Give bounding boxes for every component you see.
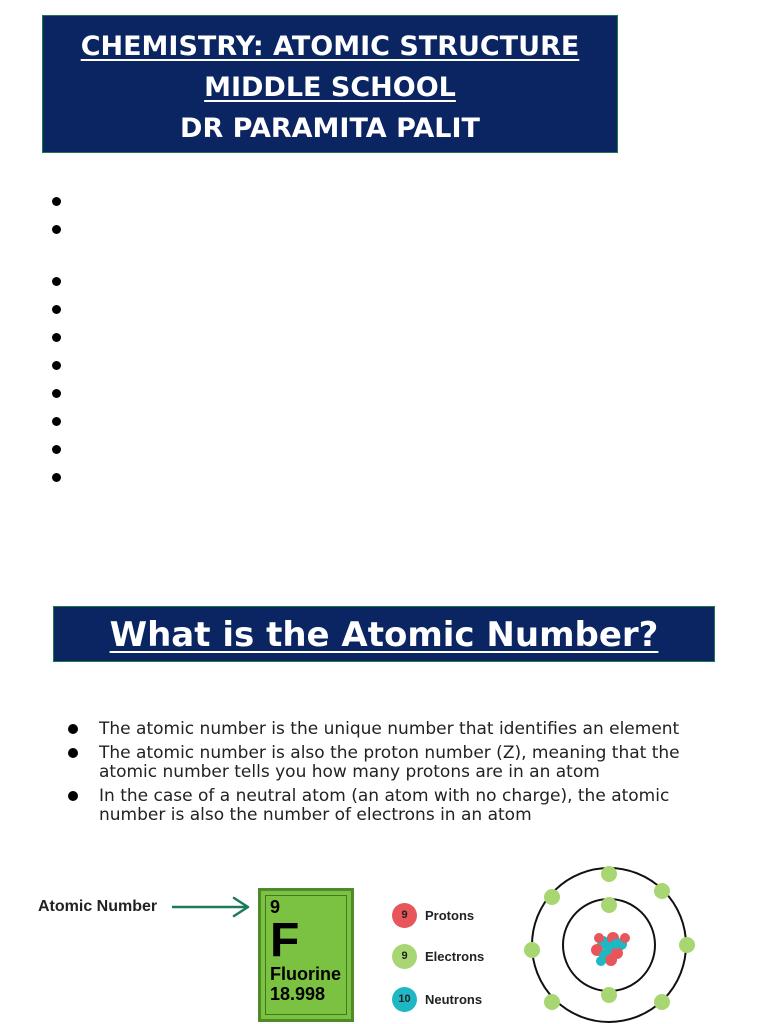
- element-number: 9: [270, 897, 281, 917]
- bullet-dot: [68, 724, 78, 734]
- element-tile: [258, 888, 354, 1022]
- course-level: MIDDLE SCHOOL: [204, 72, 456, 103]
- electron: [601, 866, 617, 882]
- fluorine-atom-diagram: [517, 858, 707, 1024]
- list-item-text: The atomic number is the unique number that identifies an element: [99, 719, 680, 739]
- list-item-text: In the case of a neutral atom (an atom with no charge), the atomic number is also the number of electrons in an atom: [99, 786, 670, 825]
- electron-label: Electrons: [425, 948, 485, 964]
- element-symbol: F: [270, 914, 300, 967]
- electron: [679, 937, 695, 953]
- bullet-dot: [68, 791, 78, 801]
- section-title: What is the Atomic Number?: [109, 615, 659, 655]
- arrow-icon: [172, 896, 252, 920]
- proton-label: Protons: [425, 907, 475, 923]
- electron: [601, 897, 617, 913]
- electron: [654, 883, 670, 899]
- list-item-text: The atomic number is also the proton number (Z), meaning that the atomic number tells you how many protons are in an atom: [99, 743, 680, 782]
- author-name: DR PARAMITA PALIT: [180, 113, 480, 144]
- electron: [544, 889, 560, 905]
- bullet-dot: [52, 277, 61, 286]
- bullet-dot: [52, 197, 61, 206]
- bullet-dot: [52, 389, 61, 398]
- bullet-dot: [52, 445, 61, 454]
- electron: [601, 987, 617, 1003]
- bullet-dot: [52, 225, 61, 234]
- electron-count: 9: [392, 944, 417, 969]
- section-heading-banner: [53, 606, 715, 662]
- atomic-number-bullets: [68, 720, 708, 830]
- bullet-dot: [52, 473, 61, 482]
- list-item: [68, 787, 708, 825]
- bullet-dot: [52, 305, 61, 314]
- bullet-dot: [52, 333, 61, 342]
- atomic-number-label: Atomic Number: [38, 898, 158, 915]
- bullet-dot: [52, 361, 61, 370]
- electron: [654, 994, 670, 1010]
- bullet-dot: [68, 748, 78, 758]
- nucleus: [591, 932, 630, 966]
- neutron-label: Neutrons: [425, 991, 483, 1007]
- electron: [524, 942, 540, 958]
- proton-count: 9: [392, 903, 417, 928]
- fluorine-figure: [12, 858, 768, 1024]
- legend-row-neutrons: [392, 986, 482, 1012]
- neutron-count: 10: [392, 987, 417, 1012]
- element-name: Fluorine: [270, 964, 341, 984]
- bullet-dot: [52, 417, 61, 426]
- list-item: [68, 744, 708, 782]
- element-mass: 18.998: [270, 984, 326, 1004]
- legend-row-protons: [392, 902, 474, 928]
- header-banner: [42, 15, 618, 153]
- electron: [544, 994, 560, 1010]
- list-item: [68, 720, 708, 739]
- course-title: CHEMISTRY: ATOMIC STRUCTURE: [80, 31, 580, 62]
- legend-row-electrons: [392, 943, 484, 969]
